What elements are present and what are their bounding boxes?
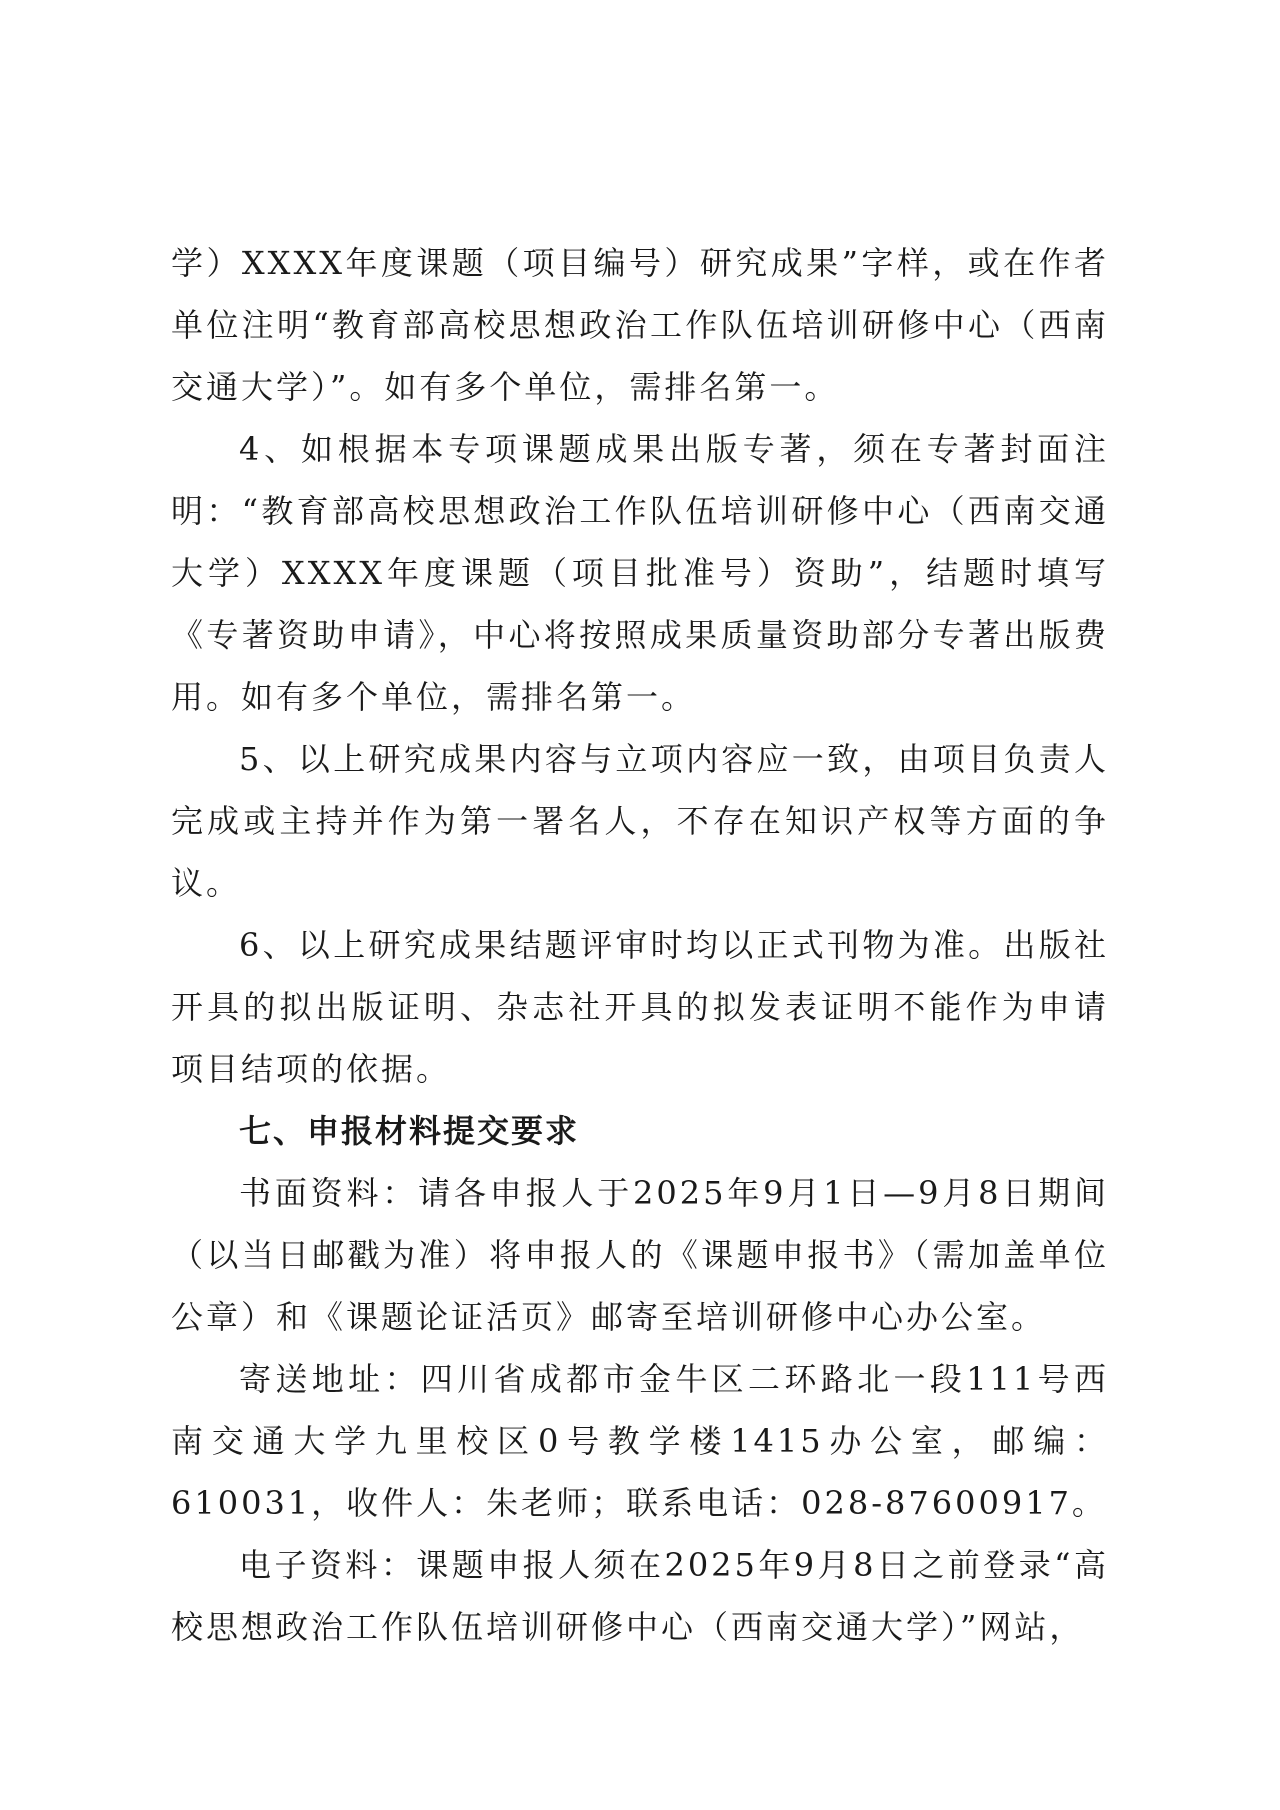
paragraph-written-materials: 书面资料：请各申报人于2025年9月1日—9月8日期间（以当日邮戳为准）将申报人的《课题申报书》（需加盖单位公章）和《课题论证活页》邮寄至培训研修中心办公室。: [171, 1174, 1109, 1336]
paragraph-mailing-address: 寄送地址：四川省成都市金牛区二环路北一段111号西南交通大学九里校区0号教学楼1415办公室，邮编：610031，收件人：朱老师；联系电话：028-87600917。: [171, 1360, 1109, 1522]
paragraph-item-5: 5、以上研究成果内容与立项内容应一致，由项目负责人完成或主持并作为第一署名人，不存在知识产权等方面的争议。: [171, 740, 1109, 902]
paragraph-continuation: 学）XXXX年度课题（项目编号）研究成果”字样，或在作者单位注明“教育部高校思想政治工作队伍培训研修中心（西南交通大学）”。如有多个单位，需排名第一。: [171, 244, 1109, 406]
document-body: [171, 232, 1109, 1658]
paragraph-item-4: 4、如根据本专项课题成果出版专著，须在专著封面注明：“教育部高校思想政治工作队伍培训研修中心（西南交通大学）XXXX年度课题（项目批准号）资助”，结题时填写《专著资助申请》，中心将按照成果质量资助部分专著出版费用。如有多个单位，需排名第一。: [171, 430, 1109, 716]
paragraph-electronic-materials: 电子资料：课题申报人须在2025年9月8日之前登录“高校思想政治工作队伍培训研修中心（西南交通大学）”网站，: [171, 1546, 1109, 1646]
section-heading-7: 七、申报材料提交要求: [239, 1112, 580, 1150]
paragraph-item-6: 6、以上研究成果结题评审时均以正式刊物为准。出版社开具的拟出版证明、杂志社开具的拟发表证明不能作为申请项目结项的依据。: [171, 926, 1109, 1088]
